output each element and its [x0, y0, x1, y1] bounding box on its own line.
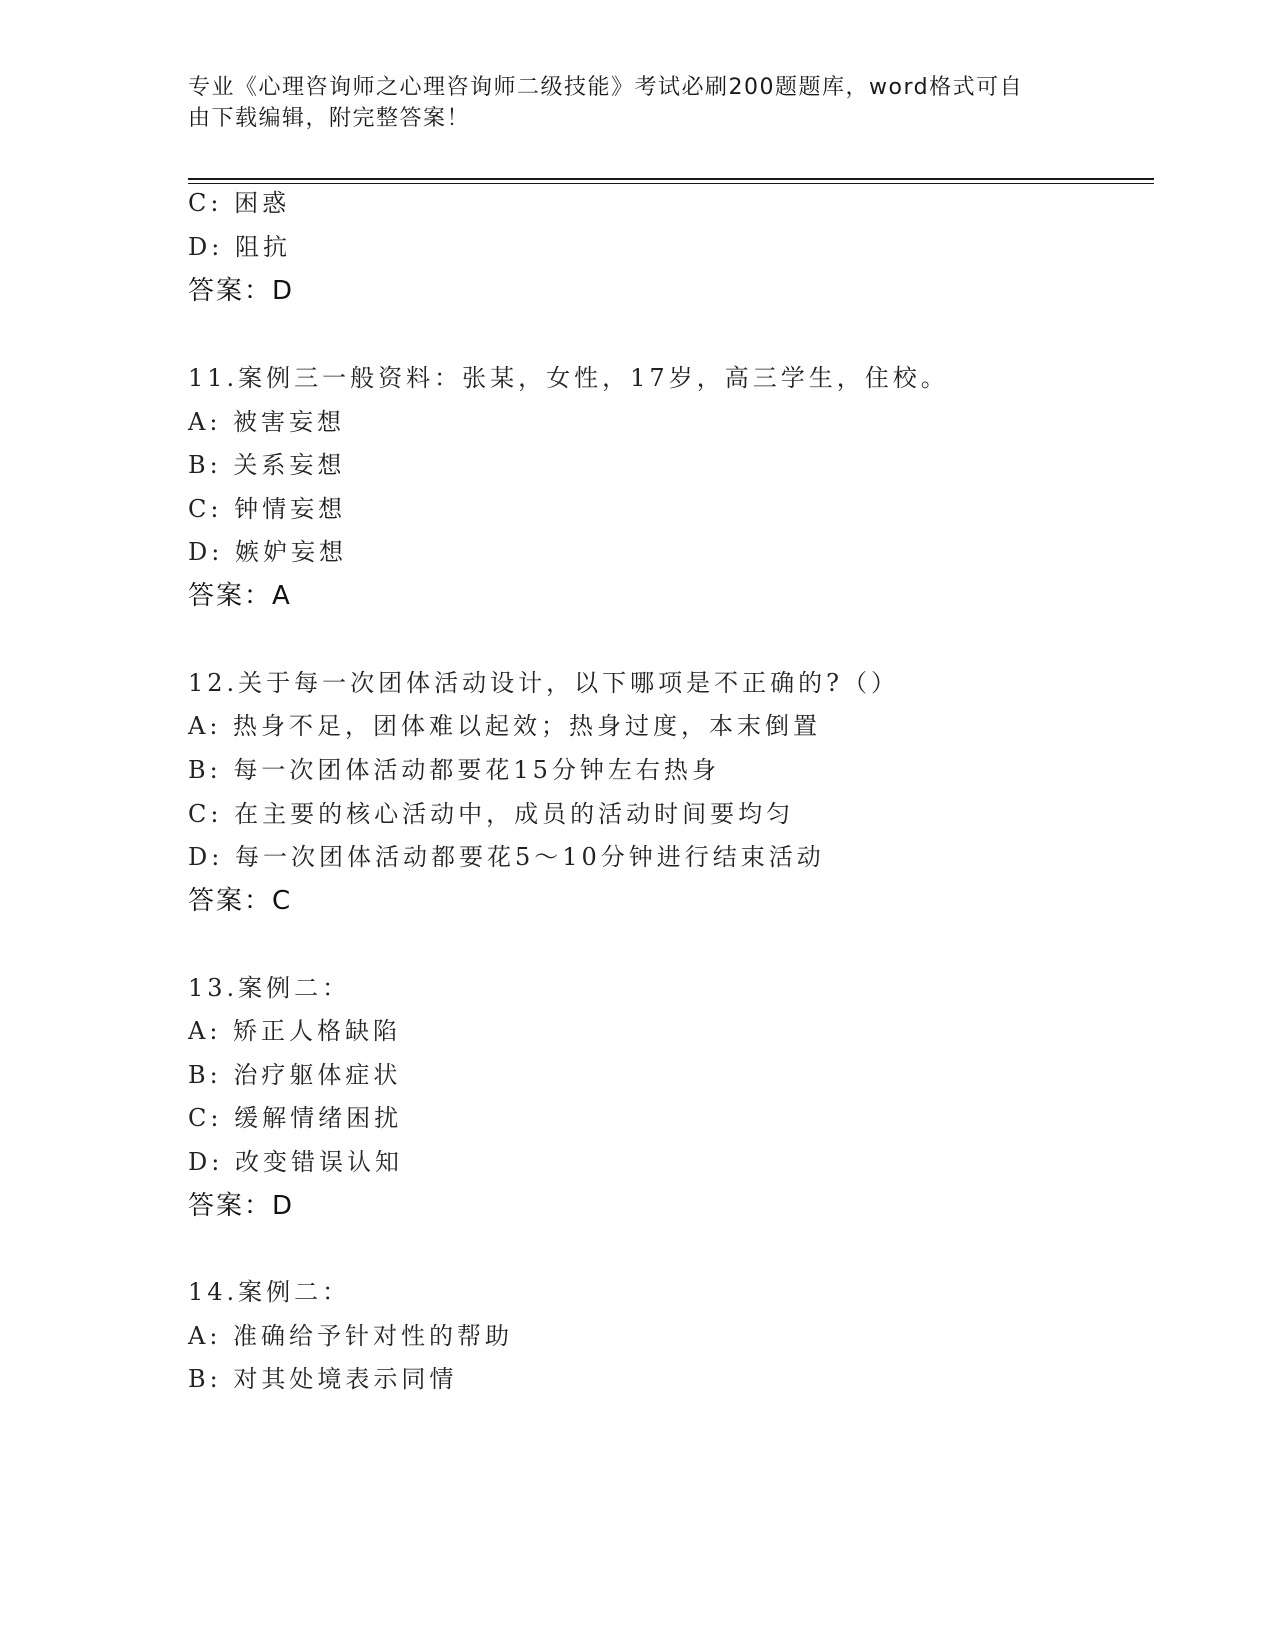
q13-question: 13.案例二： [188, 974, 351, 1002]
header-divider-thick [188, 178, 1154, 180]
q13-option-a: A: 矫正人格缺陷 [188, 1017, 402, 1045]
q11-option-a: A: 被害妄想 [188, 408, 346, 436]
q13-option-b: B: 治疗躯体症状 [188, 1061, 402, 1089]
q11-option-b: B: 关系妄想 [188, 451, 346, 479]
q13-option-d: D: 改变错误认知 [188, 1148, 403, 1176]
q11-option-d: D: 嫉妒妄想 [188, 538, 347, 566]
q12-option-d: D: 每一次团体活动都要花5～10分钟进行结束活动 [188, 843, 825, 871]
header-line-2: 由下载编辑，附完整答案！ [188, 106, 471, 131]
q11-question: 11.案例三一般资料：张某，女性，17岁，高三学生，住校。 [188, 364, 949, 392]
q10-answer: 答案：D [188, 276, 295, 306]
q10-option-c: C: 困惑 [188, 189, 291, 217]
q13-option-c: C: 缓解情绪困扰 [188, 1104, 403, 1132]
header-divider-thin [188, 183, 1154, 184]
q11-option-c: C: 钟情妄想 [188, 495, 347, 523]
q14-question: 14.案例二： [188, 1278, 351, 1306]
q14-option-b: B: 对其处境表示同情 [188, 1365, 458, 1393]
q10-option-d: D: 阻抗 [188, 233, 291, 261]
q12-option-c: C: 在主要的核心活动中，成员的活动时间要均匀 [188, 800, 795, 828]
header-line-1: 专业《心理咨询师之心理咨询师二级技能》考试必刷200题题库，word格式可自 [188, 75, 1024, 100]
q12-answer: 答案：C [188, 886, 293, 916]
document-header [188, 72, 1088, 134]
q14-option-a: A: 准确给予针对性的帮助 [188, 1322, 514, 1350]
q13-answer: 答案：D [188, 1191, 295, 1221]
q11-answer: 答案：A [188, 581, 292, 611]
q12-question: 12.关于每一次团体活动设计，以下哪项是不正确的?（） [188, 669, 900, 697]
q12-option-b: B: 每一次团体活动都要花15分钟左右热身 [188, 756, 720, 784]
q12-option-a: A: 热身不足，团体难以起效；热身过度，本末倒置 [188, 712, 822, 740]
